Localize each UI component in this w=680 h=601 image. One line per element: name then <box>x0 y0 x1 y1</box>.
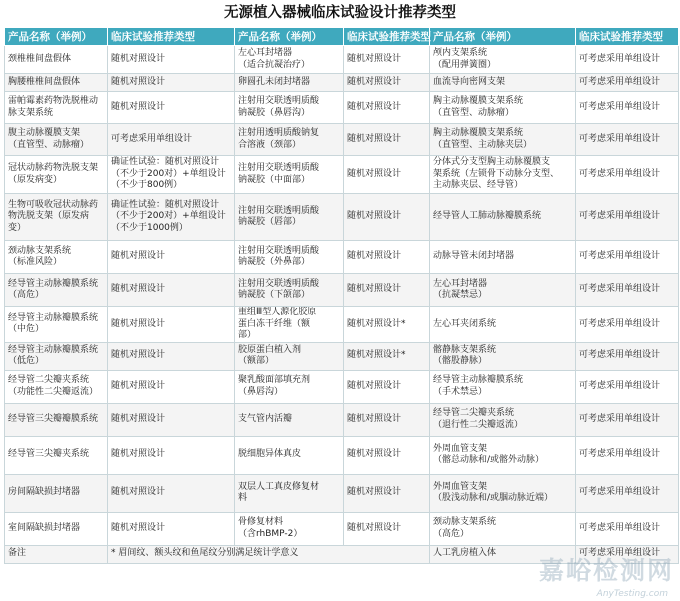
cell-trial-type-2: 随机对照设计 <box>344 370 430 403</box>
cell-product-name-2: 左心耳封堵器 （适合抗凝治疗） <box>235 46 344 74</box>
cell-trial-type-1: 随机对照设计 <box>108 474 235 512</box>
cell-trial-type-1: 确证性试验：随机对照设计 （不少于200对）+单组设计 （不少于1000例） <box>108 194 235 241</box>
header-trial-type-3: 临床试验推荐类型 <box>576 28 679 46</box>
cell-product-name-3: 经导管主动脉瓣膜系统 （手术禁忌） <box>430 370 576 403</box>
cell-trial-type-3: 可考虑采用单组设计 <box>576 370 679 403</box>
note-text: * 眉间纹、额头纹和鱼尾纹分别满足统计学意义 <box>108 545 430 563</box>
watermark-logo: 嘉峪检测网 <box>538 556 674 585</box>
cell-product-name-3: 颈动脉支架系统 （高危） <box>430 512 576 545</box>
cell-trial-type-1: 随机对照设计 <box>108 241 235 274</box>
cell-trial-type-2: 随机对照设计 <box>344 241 430 274</box>
table-row <box>5 370 679 403</box>
cell-product-name-2: 聚乳酸面部填充剂 （鼻唇沟） <box>235 370 344 403</box>
table-row <box>5 403 679 436</box>
cell-trial-type-3: 可考虑采用单组设计 <box>576 124 679 156</box>
cell-trial-type-2: 随机对照设计 <box>344 74 430 92</box>
cell-product-name-3: 经导管二尖瓣夹系统 （退行性二尖瓣返流） <box>430 403 576 436</box>
cell-product-name-1: 生物可吸收冠状动脉药 物洗脱支架（原发病 变） <box>5 194 108 241</box>
table-row <box>5 92 679 124</box>
table-row <box>5 307 679 343</box>
cell-trial-type-1: 可考虑采用单组设计 <box>108 124 235 156</box>
cell-product-name-2: 注射用交联透明质酸 钠凝胶（外鼻部） <box>235 241 344 274</box>
cell-product-name-1: 颈椎椎间盘假体 <box>5 46 108 74</box>
table-row <box>5 46 679 74</box>
cell-trial-type-1: 随机对照设计 <box>108 370 235 403</box>
cell-trial-type-1: 随机对照设计 <box>108 274 235 307</box>
table-row <box>5 156 679 194</box>
table-row <box>5 436 679 474</box>
cell-product-name-2: 重组Ⅲ型人源化胶原 蛋白冻干纤维（额 部） <box>235 307 344 343</box>
cell-trial-type-3: 可考虑采用单组设计 <box>576 403 679 436</box>
cell-trial-type-3: 可考虑采用单组设计 <box>576 241 679 274</box>
cell-trial-type-3: 可考虑采用单组设计 <box>576 436 679 474</box>
cell-product-name-1: 经导管主动脉瓣膜系统 （高危） <box>5 274 108 307</box>
cell-trial-type-3: 可考虑采用单组设计 <box>576 307 679 343</box>
cell-product-name-1: 腹主动脉覆膜支架 （直管型、动脉瘤） <box>5 124 108 156</box>
table-row <box>5 512 679 545</box>
cell-product-name-3: 外周血管支架 （髂总动脉和/或髂外动脉） <box>430 436 576 474</box>
cell-product-name-1: 经导管主动脉瓣膜系统 （低危） <box>5 342 108 370</box>
cell-product-name-1: 室间隔缺损封堵器 <box>5 512 108 545</box>
table-row <box>5 342 679 370</box>
cell-trial-type-2: 随机对照设计 <box>344 46 430 74</box>
cell-product-name-3: 人工乳房植入体 <box>430 545 576 563</box>
cell-trial-type-2: 随机对照设计 <box>344 512 430 545</box>
cell-product-name-2: 注射用交联透明质酸 钠凝胶（鼻唇沟） <box>235 92 344 124</box>
cell-product-name-2: 注射用透明质酸钠复 合溶液（颈部） <box>235 124 344 156</box>
cell-trial-type-3: 可考虑采用单组设计 <box>576 92 679 124</box>
table-row <box>5 274 679 307</box>
header-row <box>5 28 679 46</box>
cell-product-name-1: 经导管三尖瓣瓣膜系统 <box>5 403 108 436</box>
header-product-name-2: 产品名称（举例） <box>235 28 344 46</box>
cell-trial-type-3: 可考虑采用单组设计 <box>576 156 679 194</box>
header-trial-type-2: 临床试验推荐类型 <box>344 28 430 46</box>
cell-trial-type-1: 随机对照设计 <box>108 403 235 436</box>
cell-trial-type-2: 随机对照设计 <box>344 194 430 241</box>
cell-trial-type-2: 随机对照设计* <box>344 307 430 343</box>
cell-trial-type-3: 可考虑采用单组设计 <box>576 474 679 512</box>
cell-product-name-2: 注射用交联透明质酸 钠凝胶（下颌部） <box>235 274 344 307</box>
table-row <box>5 194 679 241</box>
cell-product-name-3: 动脉导管未闭封堵器 <box>430 241 576 274</box>
table-row <box>5 74 679 92</box>
cell-product-name-1: 颈动脉支架系统 （标准风险） <box>5 241 108 274</box>
cell-trial-type-1: 随机对照设计 <box>108 436 235 474</box>
cell-trial-type-2: 随机对照设计 <box>344 156 430 194</box>
cell-product-name-2: 支气管内活瓣 <box>235 403 344 436</box>
table-row <box>5 474 679 512</box>
cell-trial-type-2: 随机对照设计* <box>344 342 430 370</box>
cell-product-name-2: 脱细胞异体真皮 <box>235 436 344 474</box>
cell-trial-type-2: 随机对照设计 <box>344 474 430 512</box>
cell-trial-type-3: 可考虑采用单组设计 <box>576 194 679 241</box>
cell-product-name-3: 胸主动脉覆膜支架系统 （直管型、主动脉夹层） <box>430 124 576 156</box>
cell-trial-type-3: 可考虑采用单组设计 <box>576 46 679 74</box>
cell-trial-type-2: 随机对照设计 <box>344 92 430 124</box>
cell-trial-type-1: 随机对照设计 <box>108 307 235 343</box>
cell-trial-type-3: 可考虑采用单组设计 <box>576 274 679 307</box>
note-label: 备注 <box>5 545 108 563</box>
cell-product-name-2: 注射用交联透明质酸 钠凝胶（中面部） <box>235 156 344 194</box>
cell-trial-type-1: 随机对照设计 <box>108 92 235 124</box>
header-product-name-3: 产品名称（举例） <box>430 28 576 46</box>
cell-product-name-1: 经导管三尖瓣夹系统 <box>5 436 108 474</box>
cell-product-name-3: 外周血管支架 （股浅动脉和/或腘动脉近端） <box>430 474 576 512</box>
cell-product-name-3: 经导管人工肺动脉瓣膜系统 <box>430 194 576 241</box>
cell-trial-type-2: 随机对照设计 <box>344 124 430 156</box>
cell-product-name-2: 卵圆孔未闭封堵器 <box>235 74 344 92</box>
header-trial-type-1: 临床试验推荐类型 <box>108 28 235 46</box>
page-title: 无源植入器械临床试验设计推荐类型 <box>224 5 456 21</box>
cell-product-name-1: 冠状动脉药物洗脱支架 （原发病变） <box>5 156 108 194</box>
cell-product-name-3: 髂静脉支架系统 （髂股静脉） <box>430 342 576 370</box>
cell-product-name-3: 胸主动脉覆膜支架系统 （直管型、动脉瘤） <box>430 92 576 124</box>
cell-product-name-3: 左心耳封堵器 （抗凝禁忌） <box>430 274 576 307</box>
cell-trial-type-3: 可考虑采用单组设计 <box>576 545 679 563</box>
cell-trial-type-1: 随机对照设计 <box>108 46 235 74</box>
cell-product-name-1: 经导管主动脉瓣膜系统 （中危） <box>5 307 108 343</box>
header-product-name-1: 产品名称（举例） <box>5 28 108 46</box>
cell-product-name-3: 血流导向密网支架 <box>430 74 576 92</box>
cell-product-name-1: 胸腰椎椎间盘假体 <box>5 74 108 92</box>
cell-trial-type-2: 随机对照设计 <box>344 274 430 307</box>
cell-product-name-2: 注射用交联透明质酸 钠凝胶（唇部） <box>235 194 344 241</box>
cell-trial-type-1: 确证性试验：随机对照设计 （不少于200对）+单组设计 （不少于800例） <box>108 156 235 194</box>
cell-product-name-1: 房间隔缺损封堵器 <box>5 474 108 512</box>
cell-product-name-2: 双层人工真皮修复材 料 <box>235 474 344 512</box>
cell-trial-type-1: 随机对照设计 <box>108 512 235 545</box>
cell-product-name-2: 骨修复材料 （含rhBMP-2） <box>235 512 344 545</box>
table-row <box>5 241 679 274</box>
cell-product-name-3: 分体式分支型胸主动脉覆膜支 架系统（左锁骨下动脉分支型、 主动脉夹层、经导管） <box>430 156 576 194</box>
cell-product-name-2: 胶原蛋白植入剂 （额部） <box>235 342 344 370</box>
cell-product-name-3: 颅内支架系统 （配用弹簧圈） <box>430 46 576 74</box>
cell-product-name-1: 经导管二尖瓣夹系统 （功能性二尖瓣返流） <box>5 370 108 403</box>
cell-trial-type-3: 可考虑采用单组设计 <box>576 512 679 545</box>
watermark-url: AnyTesting.com <box>596 589 668 599</box>
trial-design-table <box>4 27 679 564</box>
cell-trial-type-2: 随机对照设计 <box>344 436 430 474</box>
cell-trial-type-3: 可考虑采用单组设计 <box>576 74 679 92</box>
cell-trial-type-1: 随机对照设计 <box>108 74 235 92</box>
cell-trial-type-3: 可考虑采用单组设计 <box>576 342 679 370</box>
table-row <box>5 124 679 156</box>
cell-product-name-1: 雷帕霉素药物洗脱椎动 脉支架系统 <box>5 92 108 124</box>
cell-trial-type-1: 随机对照设计 <box>108 342 235 370</box>
cell-product-name-3: 左心耳夹闭系统 <box>430 307 576 343</box>
cell-trial-type-2: 随机对照设计 <box>344 403 430 436</box>
